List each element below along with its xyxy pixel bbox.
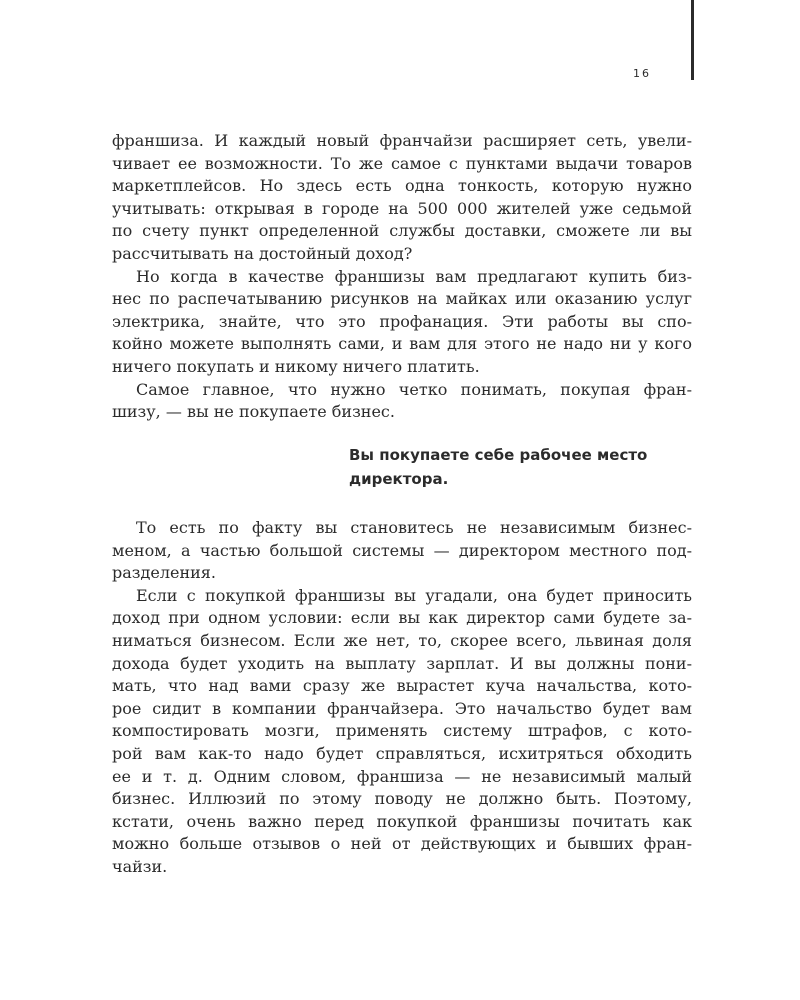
text-line: ниматься бизнесом. Если же нет, то, скорее всего, львиная доля xyxy=(112,630,692,650)
text-line: рое сидит в компании франчайзера. Это начальство будет вам xyxy=(112,698,692,718)
text-line: Если с покупкой франшизы вы угадали, она будет приносить xyxy=(136,585,692,605)
text-line: бизнес. Иллюзий по этому поводу не должно быть. Поэтому, xyxy=(112,789,692,809)
text-line: маркетплейсов. Но здесь есть одна тонкость, которую нужно xyxy=(112,176,692,196)
text-line: можно больше отзывов о ней от действующих и бывших фран- xyxy=(112,834,692,854)
text-line: кстати, очень важно перед покупкой франшизы почитать как xyxy=(112,811,692,831)
body-text-top xyxy=(112,130,692,424)
paragraph-4 xyxy=(112,517,692,585)
text-line: рассчитывать на достойный доход? xyxy=(112,243,413,263)
page-number: 16 xyxy=(633,67,651,80)
pull-quote-line: директора. xyxy=(349,470,449,488)
text-line: чайзи. xyxy=(112,856,168,876)
text-line: электрика, знайте, что это профанация. Эти работы вы спо- xyxy=(112,311,692,331)
text-line: койно можете выполнять сами, и вам для этого не надо ни у кого xyxy=(112,334,692,354)
text-line: дохода будет уходить на выплату зарплат. И вы должны пони- xyxy=(112,653,692,673)
top-margin-rule xyxy=(691,0,694,80)
text-line: нес по распечатыванию рисунков на майках или оказанию услуг xyxy=(112,289,692,309)
paragraph-3 xyxy=(112,379,692,424)
text-line: разделения. xyxy=(112,563,216,583)
pull-quote xyxy=(349,443,679,491)
text-line: мать, что над вами сразу же вырастет куча начальства, кото- xyxy=(112,676,692,696)
pull-quote-line: Вы покупаете себе рабочее место xyxy=(349,446,648,464)
body-text-bottom xyxy=(112,517,692,879)
text-line: компостировать мозги, применять систему штрафов, с кото- xyxy=(112,721,692,741)
text-line: Но когда в качестве франшизы вам предлагают купить биз- xyxy=(136,266,692,286)
text-line: шизу, — вы не покупаете бизнес. xyxy=(112,402,395,422)
text-line: чивает ее возможности. То же самое с пунктами выдачи товаров xyxy=(112,153,692,173)
text-line: рой вам как-то надо будет справляться, исхитряться обходить xyxy=(112,743,692,763)
text-line: ничего покупать и никому ничего платить. xyxy=(112,356,480,376)
text-line: ее и т. д. Одним словом, франшиза — не независимый малый xyxy=(112,766,692,786)
paragraph-2 xyxy=(112,266,692,379)
text-line: по счету пункт определенной службы доставки, сможете ли вы xyxy=(112,221,692,241)
text-line: Самое главное, что нужно четко понимать, покупая фран- xyxy=(136,379,692,399)
text-line: франшиза. И каждый новый франчайзи расширяет сеть, увели- xyxy=(112,131,692,150)
text-line: учитывать: открывая в городе на 500 000 жителей уже седьмой xyxy=(112,198,692,218)
text-line: меном, а частью большой системы — директором местного под- xyxy=(112,540,692,560)
text-line: То есть по факту вы становитесь не независимым бизнес- xyxy=(136,518,692,537)
text-line: доход при одном условии: если вы как директор сами будете за- xyxy=(112,608,692,628)
paragraph-1 xyxy=(112,130,692,266)
paragraph-5 xyxy=(112,585,692,879)
